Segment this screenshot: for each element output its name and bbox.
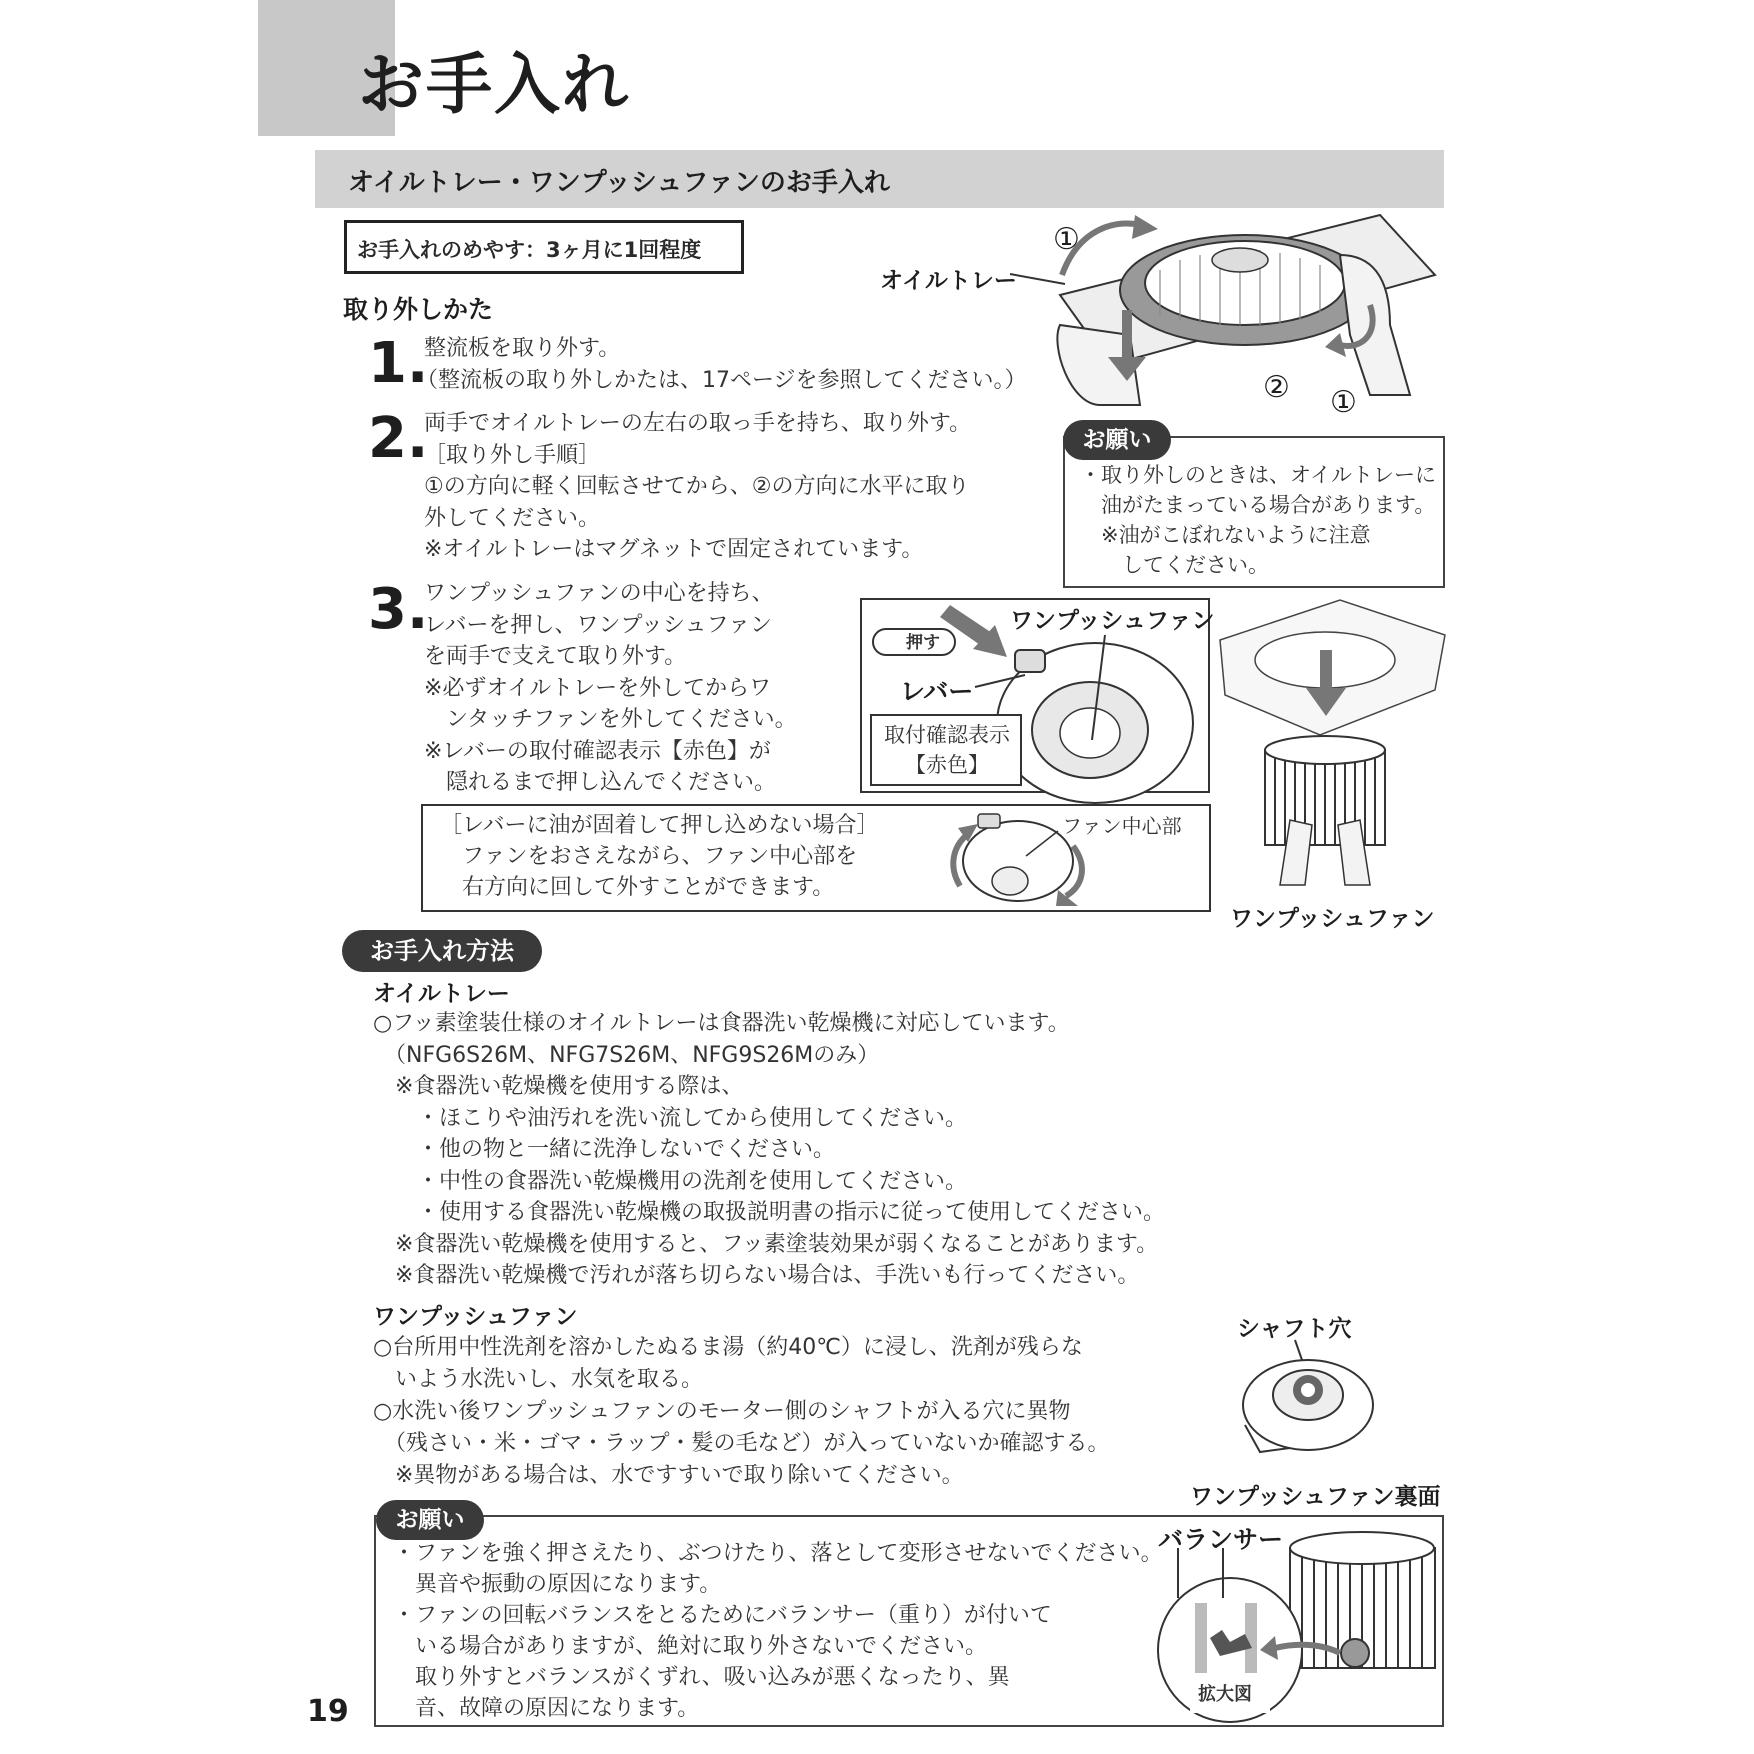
- confirm-label-line: 【赤色】: [905, 753, 989, 777]
- step-2-line: ※オイルトレーはマグネットで固定されています。: [424, 537, 924, 562]
- request-pill-bottom: お願い: [376, 1500, 484, 1540]
- step-2-number: 2.: [368, 406, 429, 471]
- step-3-line: ンタッチファンを外してください。: [424, 707, 797, 732]
- stuck-lever-line: 右方向に回して外すことができます。: [440, 875, 835, 900]
- rotate-step-1-marker-2: ①: [1330, 385, 1357, 420]
- request-pill-top: お願い: [1063, 420, 1171, 460]
- step-2-line: 外してください。: [424, 505, 601, 531]
- step-2-line: 両手でオイルトレーの左右の取っ手を持ち、取り外す。: [424, 411, 972, 436]
- step-3-line: 隠れるまで押し込んでください。: [424, 770, 777, 795]
- step-3-text: [424, 578, 797, 799]
- step-1-line: 整流板を取り外す。: [424, 336, 621, 361]
- step-1-text: [416, 333, 1027, 396]
- fan-back-illustration: [1240, 1340, 1390, 1470]
- request-top-line: してください。: [1080, 553, 1269, 577]
- push-label: 押す: [906, 633, 940, 653]
- care-tray-line: （NFG6S26M、NFG7S26M、NFG9S26Mのみ）: [373, 1042, 880, 1068]
- oil-tray-illustration: [1040, 215, 1440, 415]
- request-bottom-line: 音、故障の原因になります。: [393, 1696, 700, 1721]
- care-tray-line: ※食器洗い乾燥機を使用する際は、: [373, 1074, 744, 1099]
- request-bottom-line: 異音や振動の原因になります。: [393, 1572, 722, 1597]
- rotate-step-1-marker: ①: [1053, 222, 1080, 257]
- removal-heading: 取り外しかた: [343, 295, 494, 324]
- request-bottom-line: いる場合がありますが、絶対に取り外さないでください。: [393, 1634, 988, 1659]
- care-tray-line: ※食器洗い乾燥機を使用すると、フッ素塗装効果が弱くなることがあります。: [373, 1231, 1159, 1257]
- step-2-text: [424, 408, 971, 566]
- tray-leader-line: [1010, 270, 1070, 290]
- shaft-hole-label: シャフト穴: [1237, 1316, 1352, 1342]
- step-3-line: ※レバーの取付確認表示【赤色】が: [424, 738, 771, 764]
- care-tray-line: ・中性の食器洗い乾燥機用の洗剤を使用してください。: [373, 1168, 968, 1194]
- confirm-display-label: [877, 720, 1017, 780]
- step-3-line: を両手で支えて取り外す。: [424, 644, 687, 669]
- request-bottom-line: 取り外すとバランスがくずれ、吸い込みが悪くなったり、異: [393, 1665, 1010, 1690]
- page-title: お手入れ: [358, 46, 630, 123]
- care-fan-line: （残さい・米・ゴマ・ラップ・髪の毛など）が入っていないか確認する。: [373, 1431, 1110, 1456]
- care-fan-line: いよう水洗いし、水気を取る。: [373, 1367, 704, 1392]
- care-tray-heading: オイルトレー: [373, 981, 510, 1007]
- fan-center-label: ファン中心部: [1062, 814, 1182, 838]
- balancer-illustration: [1150, 1548, 1440, 1720]
- fan-bottom-label: ワンプッシュファン: [1230, 906, 1435, 932]
- care-tray-text: [373, 1008, 1165, 1292]
- step-3-number: 3.: [368, 577, 429, 642]
- care-fan-line: ○台所用中性洗剤を溶かしたぬるま湯（約40℃）に浸し、洗剤が残らな: [373, 1335, 1083, 1360]
- section-title: オイルトレー・ワンプッシュファンのお手入れ: [348, 168, 890, 198]
- care-tray-line: ・使用する食器洗い乾燥機の取扱説明書の指示に従って使用してください。: [373, 1200, 1166, 1225]
- care-tray-line: ・他の物と一緒に洗浄しないでください。: [373, 1137, 836, 1162]
- balancer-label: バランサー: [1158, 1525, 1284, 1554]
- step-3-line: レバーを押し、ワンプッシュファン: [424, 612, 773, 638]
- confirm-label-line: 取付確認表示: [884, 723, 1010, 747]
- step-1-number: 1.: [368, 331, 429, 396]
- care-tray-line: ※食器洗い乾燥機で汚れが落ち切らない場合は、手洗いも行ってください。: [373, 1263, 1140, 1288]
- fan-removal-illustration: [1220, 600, 1445, 900]
- care-fan-heading: ワンプッシュファン: [373, 1304, 578, 1330]
- cleaning-interval-box: [344, 220, 744, 274]
- cleaning-interval-text: お手入れのめやす：3ヶ月に1回程度: [357, 238, 702, 262]
- care-tray-line: ○フッ素塗装仕様のオイルトレーは食器洗い乾燥機に対応しています。: [373, 1011, 1070, 1036]
- care-fan-line: ○水洗い後ワンプッシュファンのモーター側のシャフトが入る穴に異物: [373, 1399, 1071, 1424]
- request-top-line: ※油がこぼれないように注意: [1080, 523, 1371, 547]
- step-3-line: ワンプッシュファンの中心を持ち、: [424, 581, 774, 606]
- care-fan-line: ※異物がある場合は、水ですすいで取り除いてください。: [373, 1463, 964, 1488]
- lever-label: レバー: [900, 677, 974, 706]
- care-method-pill: お手入れ方法: [342, 930, 542, 972]
- request-bottom-text: [393, 1538, 1163, 1724]
- zoom-label: 拡大図: [1198, 1684, 1252, 1705]
- request-bottom-line: ・ファンを強く押さえたり、ぶつけたり、落として変形させないでください。: [393, 1541, 1163, 1566]
- request-top-text: [1080, 460, 1436, 580]
- stuck-lever-line: ファンをおさえながら、ファン中心部を: [440, 844, 858, 869]
- request-top-line: ・取り外しのときは、オイルトレーに: [1080, 463, 1436, 487]
- step-2-line: ①の方向に軽く回転させてから、②の方向に水平に取り: [424, 474, 970, 499]
- page-number: 19: [307, 1694, 349, 1729]
- care-fan-text: [373, 1332, 1110, 1492]
- step-3-line: ※必ずオイルトレーを外してからワ: [424, 675, 772, 701]
- step-1-line: （整流板の取り外しかたは、17ページを参照してください。）: [416, 367, 1027, 393]
- oil-tray-label: オイルトレー: [880, 268, 1017, 294]
- stuck-lever-line: ［レバーに油が固着して押し込めない場合］: [440, 813, 879, 838]
- stuck-lever-text: [440, 810, 878, 903]
- pull-step-2-marker: ②: [1263, 370, 1290, 405]
- care-tray-line: ・ほこりや油汚れを洗い流してから使用してください。: [373, 1105, 968, 1131]
- request-bottom-line: ・ファンの回転バランスをとるためにバランサー（重り）が付いて: [393, 1603, 1052, 1628]
- request-top-line: 油がたまっている場合があります。: [1080, 493, 1436, 517]
- fan-label-lever-figure: ワンプッシュファン: [1010, 608, 1215, 634]
- step-2-line: ［取り外し手順］: [424, 442, 601, 468]
- fan-back-label: ワンプッシュファン裏面: [1190, 1484, 1441, 1510]
